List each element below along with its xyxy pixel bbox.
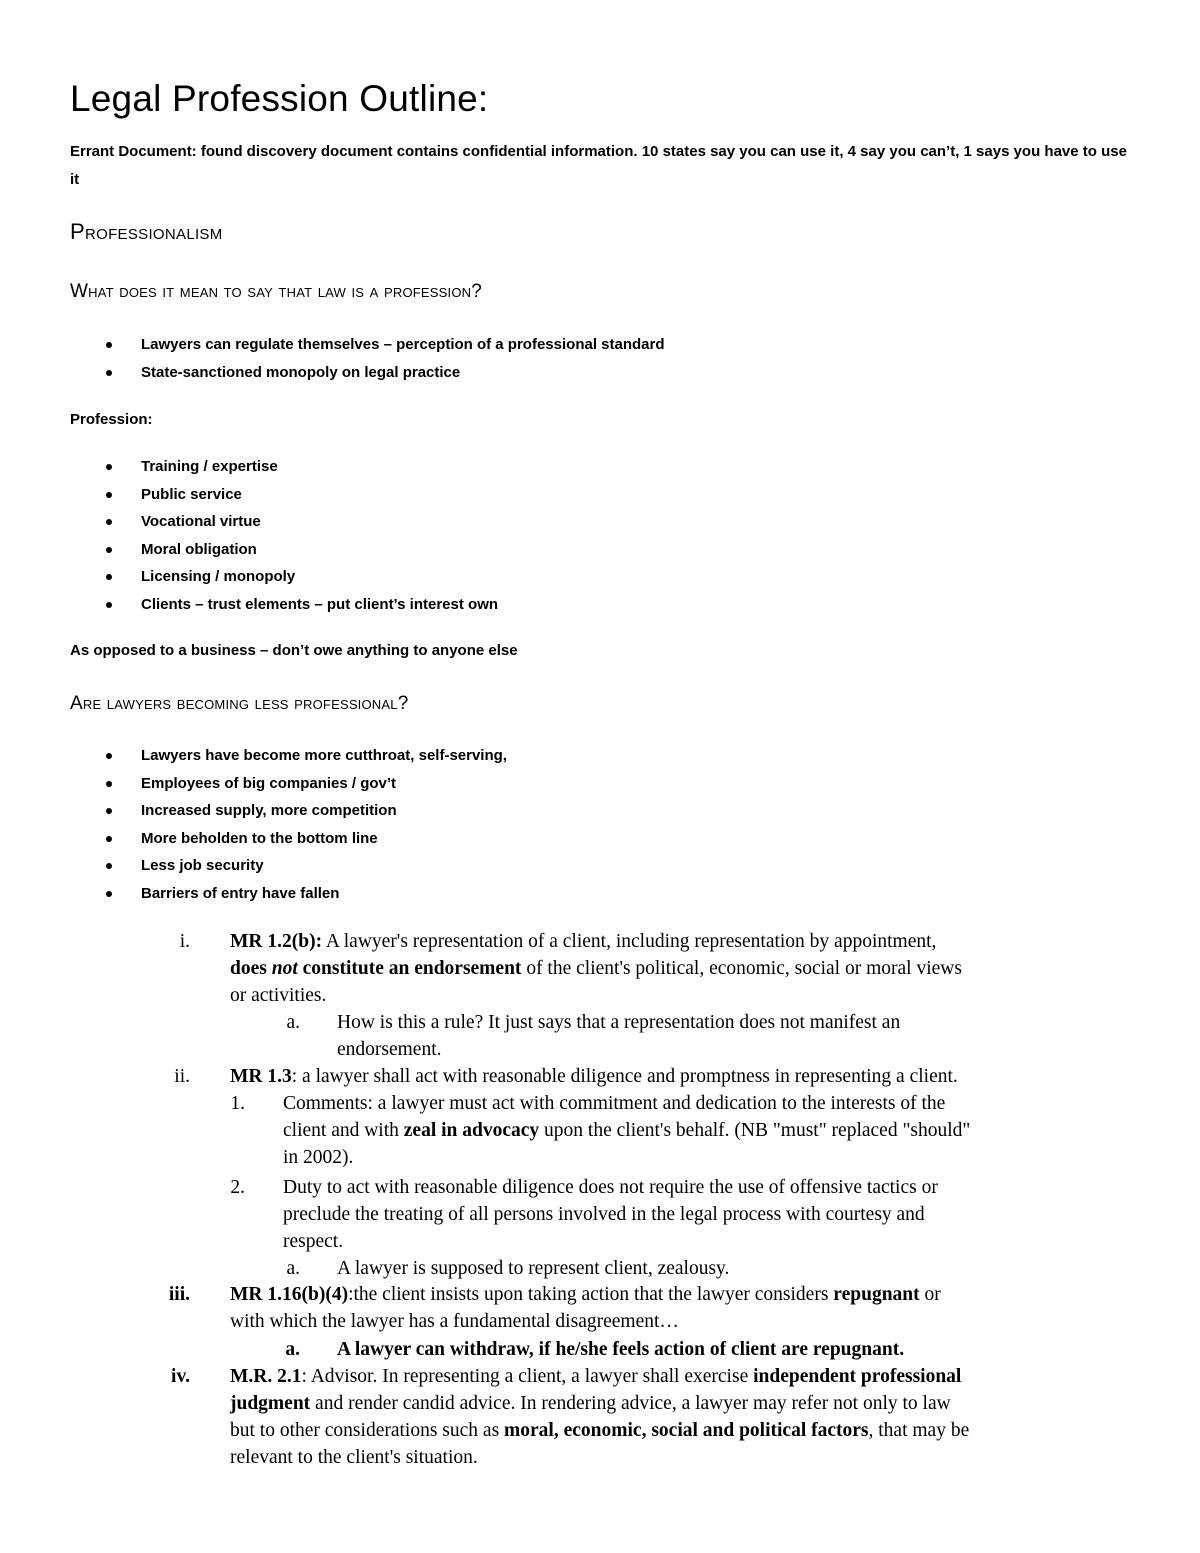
list-marker: 1. [230, 1093, 245, 1114]
list-marker: 2. [230, 1177, 245, 1198]
list-item: Barriers of entry have fallen [70, 880, 507, 908]
list-item: Employees of big companies / gov’t [70, 770, 507, 798]
section-heading-professionalism: Professionalism [70, 219, 223, 244]
bullet-icon [106, 574, 112, 580]
bullet-icon [106, 602, 112, 608]
bullet-icon [106, 863, 112, 869]
list-marker: i. [179, 931, 190, 952]
profession-traits-list [70, 453, 498, 619]
list-item: Less job security [70, 852, 507, 880]
rule-ref: MR 1.2(b): [230, 931, 323, 952]
rule-ref: MR 1.3 [230, 1066, 292, 1087]
errant-document-note: Errant Document: found discovery document contains confidential information. 10 states say you can use it, 4 say you can’t, 1 says you have to use it [70, 143, 1127, 188]
bullet-icon [106, 836, 112, 842]
bullet-icon [106, 464, 112, 470]
document-title: Legal Profession Outline: [70, 78, 489, 119]
document-page: Legal Profession Outline: Errant Document: found discovery document contains confidential information. 10 states say you can use it, 4 say you can’t, 1 says you have to use it Professionalism What does it mean to say that law is a profession? Lawyers can regulate themselves – perception of a professional standard State-sanctioned monopoly on legal practice Profession: Training / expertise Public service Vocational virtue Moral obligation Licensing / monopoly Clients – trust elements – put client’s interest own As opposed to a business – don’t owe anything to anyone else Are lawyers becoming less professional? Lawyers have become more cutthroat, self-serving, Employees of big companies / gov’t Increased supply, more competition More beholden to the bottom line Less job security Barriers of entry have fallen i. MR 1.2(b): A lawyer's representation of a client, including representation by appointment, does not constitute an endorsement of the client's political, economic, social or moral views or activities. a. How is this a rule? It just says that a representation does not manifest an endorsement. ii. MR 1.3: a lawyer shall act with reasonable diligence and promptness in representing a client. 1. Comments: a lawyer must act with commitment and dedication to the interests of the client and with zeal in advocacy upon the client's behalf. (NB "must" replaced "should" in 2002). 2. Duty to act with reasonable diligence does not require the use of offensive tactics or preclude the treating of all persons involved in the legal process with courtesy and respect. a. A lawyer is supposed to represent client, zealousy. iii. MR 1.16(b)(4):the client insists upon taking action that the lawyer considers repugnant or with which the lawyer has a fundamental disagreement… a. A lawyer can withdraw, if he/she feels action of client are repugnant. iv. M.R. 2.1: Advisor. In representing a client, a lawyer shall exercise independent professional judgment and render candid advice. In rendering advice, a lawyer may refer not only to law but to other considerations such as moral, economic, social and political factors, that may be relevant to the client's situation. [0, 0, 1200, 1553]
list-item: Moral obligation [70, 536, 498, 564]
list-item: Public service [70, 481, 498, 509]
list-item: Clients – trust elements – put client’s interest own [70, 591, 498, 619]
list-item: Increased supply, more competition [70, 797, 507, 825]
question-heading-less-professional: Are lawyers becoming less professional? [70, 693, 409, 714]
bullet-icon [106, 808, 112, 814]
list-item: Training / expertise [70, 453, 498, 481]
list-marker: a. [286, 1258, 300, 1279]
list-item: Lawyers can regulate themselves – perception of a professional standard [70, 331, 665, 359]
list-item: Licensing / monopoly [70, 563, 498, 591]
profession-label: Profession: [70, 411, 153, 428]
list-marker: a. [285, 1339, 300, 1360]
bullet-icon [106, 519, 112, 525]
less-professional-list [70, 742, 507, 908]
list-marker: ii. [174, 1066, 190, 1087]
question-heading-profession: What does it mean to say that law is a profession? [70, 281, 482, 302]
business-comparison-line: As opposed to a business – don’t owe anything to anyone else [70, 642, 518, 659]
list-item: More beholden to the bottom line [70, 825, 507, 853]
bullet-icon [106, 547, 112, 553]
bullet-icon [106, 753, 112, 759]
bullet-icon [106, 891, 112, 897]
rule-ref: MR 1.16(b)(4) [230, 1284, 349, 1305]
list-item: Lawyers have become more cutthroat, self-serving, [70, 742, 507, 770]
bullet-icon [106, 492, 112, 498]
list-item: State-sanctioned monopoly on legal practice [70, 359, 665, 387]
bullet-icon [106, 370, 112, 376]
profession-meaning-list [70, 331, 665, 386]
list-marker: iii. [168, 1284, 190, 1305]
list-item: Vocational virtue [70, 508, 498, 536]
list-marker: iv. [171, 1366, 190, 1387]
bullet-icon [106, 781, 112, 787]
list-marker: a. [286, 1012, 300, 1033]
rule-ref: M.R. 2.1 [230, 1366, 302, 1387]
bullet-icon [106, 342, 112, 348]
